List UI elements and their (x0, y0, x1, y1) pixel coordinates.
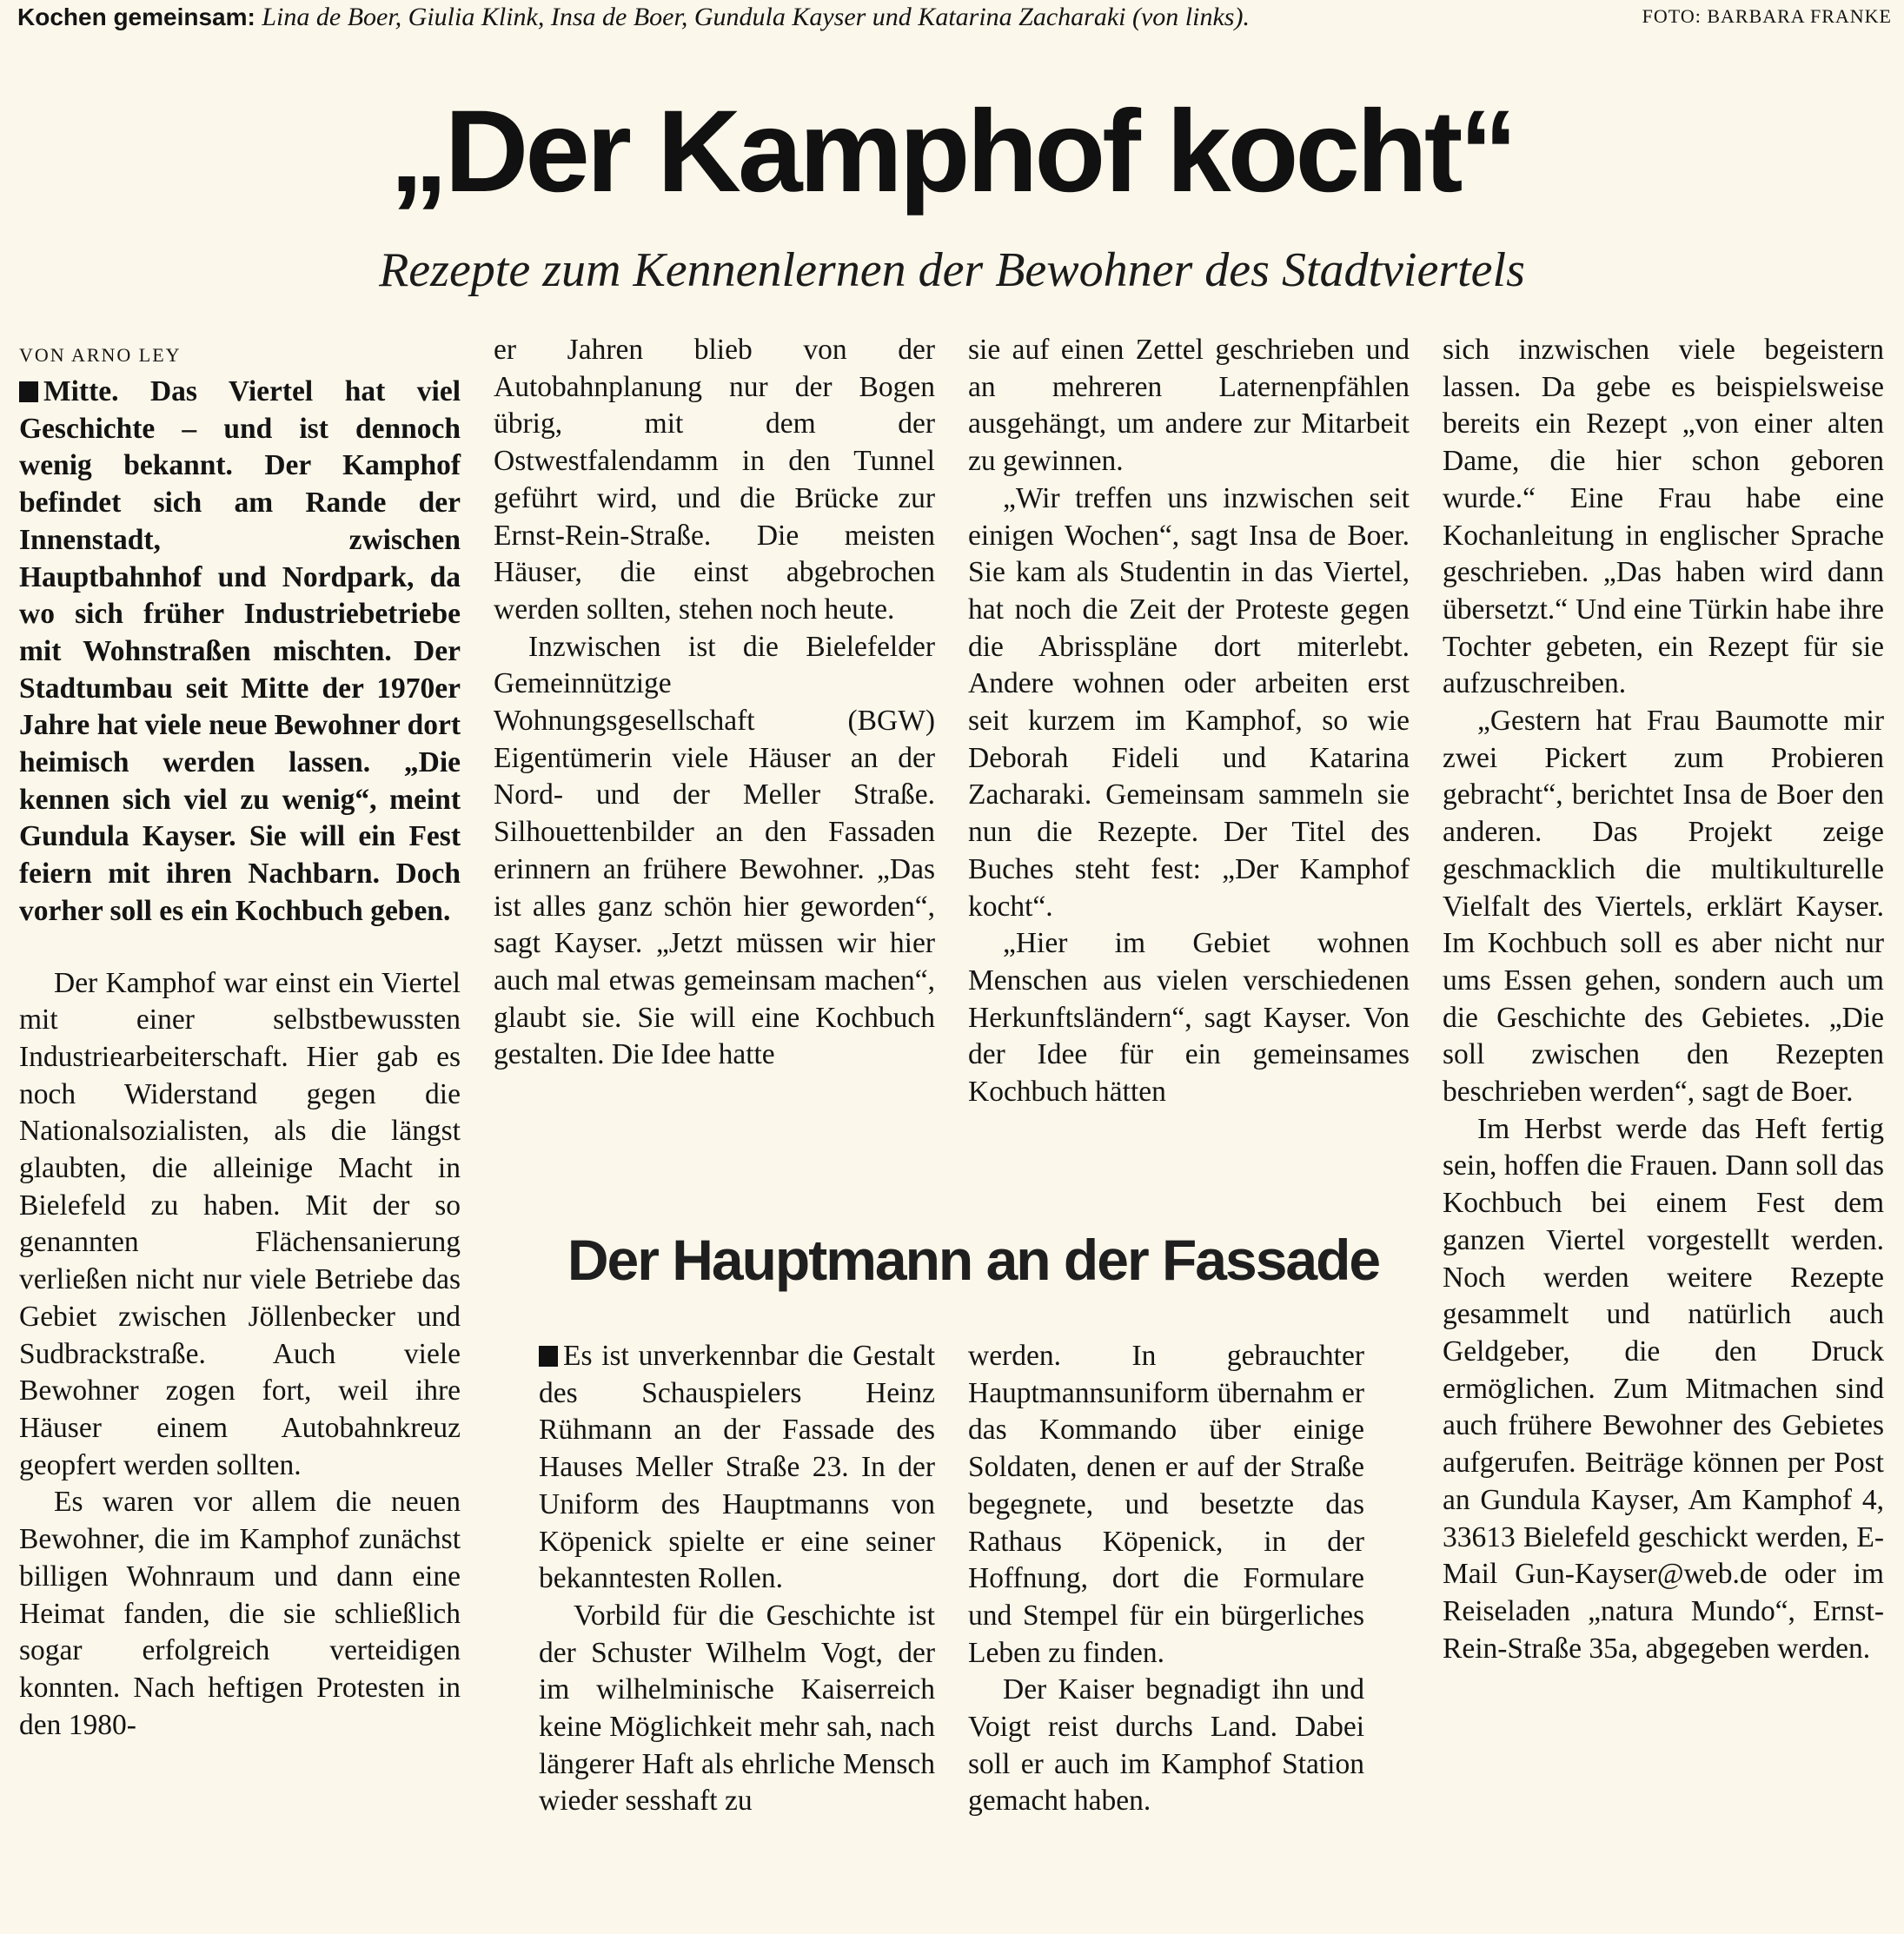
article-paragraph: Der Kamphof war einst ein Viertel mit einer selbstbewussten Industriearbeiterschaft. Hier gab es noch Widerstand gegen die Nationalsozialisten, als die längst glaubten, die alleinige Macht in Bielefeld zu haben. Mit der so genannten Flächensanierung verließen nicht nur viele Betriebe das Gebiet zwischen Jöllenbecker und Sudbrackstraße. Auch viele Bewohner zogen fort, weil ihre Häuser einem Autobahnkreuz geopfert werden sollten. (19, 966, 461, 1481)
sidebar-paragraph: Der Kaiser begnadigt ihn und Voigt reist durchs Land. Dabei soll er auch im Kamphof Station gemacht haben. (968, 1673, 1364, 1818)
article-paragraph: sie auf einen Zettel geschrieben und an mehreren Laternenpfählen ausgehängt, um andere zur Mitarbeit zu gewinnen. (968, 334, 1410, 478)
column-2 (494, 332, 935, 1074)
column-3 (968, 332, 1410, 1111)
article-paragraph: „Gestern hat Frau Baumotte mir zwei Pickert zum Probieren gebracht“, berichtet Insa de Boer den anderen. Das Projekt zeige geschmacklich die multikulturelle Vielfalt des Viertels, erklärt Kayser. Im Kochbuch soll es aber nicht nur ums Essen gehen, sondern auch um die Geschichte des Gebietes. „Die soll zwischen den Rezepten beschrieben werden“, sagt de Boer. (1443, 705, 1884, 1109)
article-paragraph: Im Herbst werde das Heft fertig sein, hoffen die Frauen. Dann soll das Kochbuch bei einem Fest dem ganzen Viertel vorgestellt werden. Noch werden weitere Rezepte gesammelt und natürlich auch Geldgeber, die den Druck ermöglichen. Zum Mitmachen sind auch frühere Bewohner des Gebietes aufgerufen. Beiträge können per Post an Gundula Kayser, Am Kamphof 4, 33613 Bielefeld geschickt werden, E-Mail Gun-Kayser@web.de oder im Reiseladen „natura Mundo“, Ernst-Rein-Straße 35a, abgegeben werden. (1443, 1112, 1884, 1665)
caption-label: Kochen gemeinsam: (17, 3, 255, 30)
square-bullet-icon (539, 1346, 558, 1367)
subheadline: Rezepte zum Kennenlernen der Bewohner des Stadtviertels (379, 243, 1525, 297)
sidebar-paragraph: Vorbild für die Geschichte ist der Schuster Wilhelm Vogt, der im wilhelminische Kaiserreich keine Möglichkeit mehr sah, nach längerer Haft als ehrliche Mensch wieder sesshaft zu (539, 1599, 935, 1818)
article-paragraph: „Wir treffen uns inzwischen seit einigen Wochen“, sagt Insa de Boer. Sie kam als Studentin in das Viertel, hat noch die Zeit der Proteste gegen die Abrisspläne dort miterlebt. Andere wohnen oder arbeiten erst seit kurzem im Kamphof, so wie Deborah Fideli und Katarina Zacharaki. Gemeinsam sammeln sie nun die Rezepte. Der Titel des Buches steht fest: „Der Kamphof kocht“. (968, 481, 1410, 923)
sidebar-column-b (968, 1338, 1364, 1820)
column-1 (19, 337, 461, 1744)
sidebar-paragraph (539, 1338, 935, 1598)
byline: VON ARNO LEY (19, 344, 182, 366)
photo-caption (17, 0, 1886, 35)
article-paragraph: „Hier im Gebiet wohnen Menschen aus vielen verschiedenen Herkunftsländern“, sagt Kayser. Von der Idee für ein gemeinsames Kochbuch hätten (968, 927, 1410, 1109)
article-paragraph: er Jahren blieb von der Autobahnplanung nur der Bogen übrig, mit dem der Ostwestfalendamm in den Tunnel geführt wird, und die Brücke zur Ernst-Rein-Straße. Die meisten Häuser, die einst abgebrochen werden sollten, stehen noch heute. (494, 334, 935, 626)
sidebar-column-a (539, 1338, 935, 1820)
article-paragraph: sich inzwischen viele begeistern lassen. Da gebe es beispielsweise bereits ein Rezept „von einer alten Dame, die hier schon geboren wurde.“ Eine Frau habe eine Kochanleitung in englischer Sprache geschrieben. „Das haben wird dann übersetzt.“ Und eine Türkin habe ihre Tochter gebeten, ein Rezept für sie aufzuschreiben. (1443, 334, 1884, 700)
square-bullet-icon (19, 381, 38, 402)
lead-paragraph (19, 374, 461, 931)
article-paragraph: Inzwischen ist die Bielefelder Gemeinnützige Wohnungsgesellschaft (BGW) Eigentümerin viele Häuser an der Nord- und der Meller Straße. Silhouettenbilder an den Fassaden erinnern an frühere Bewohner. „Das ist alles ganz schön hier geworden“, sagt Kayser. „Jetzt müssen wir hier auch mal etwas gemeinsam machen“, glaubt sie. Sie will eine Kochbuch gestalten. Die Idee hatte (494, 630, 935, 1071)
sidebar-title: Der Hauptmann an der Fassade (567, 1228, 1380, 1292)
article-paragraph: Es waren vor allem die neuen Bewohner, die im Kamphof zunächst billigen Wohnraum und dann eine Heimat fanden, die sie schließlich sogar erfolgreich verteidigen konnten. Nach heftigen Protesten in den 1980- (19, 1486, 461, 1741)
photo-credit: FOTO: BARBARA FRANKE (1642, 5, 1892, 27)
lead-text: Mitte. Das Viertel hat viel Geschichte – und ist dennoch wenig bekannt. Der Kamphof befindet sich am Rande der Innenstadt, zwischen Hauptbahnhof und Nordpark, da wo sich früher Industriebetriebe mit Wohnstraßen mischten. Der Stadtumbau seit Mitte der 1970er Jahre hat viele neue Bewohner dort heimisch werden lassen. „Die kennen sich viel zu wenig“, meint Gundula Kayser. Sie will ein Fest feiern mit ihren Nachbarn. Doch vorher soll es ein Kochbuch geben. (19, 375, 461, 927)
caption-text: Lina de Boer, Giulia Klink, Insa de Boer, Gundula Kayser und Katarina Zacharaki (von links). (255, 3, 1250, 31)
column-4 (1443, 332, 1884, 1667)
headline: „Der Kamphof kocht“ (389, 87, 1515, 216)
spacer (19, 931, 461, 965)
sidebar-paragraph: werden. In gebrauchter Hauptmannsuniform übernahm er das Kommando über einige Soldaten, denen er auf der Straße begegnete, und besetzte das Rathaus Köpenick, in der Hoffnung, dort die Formulare und Stempel für ein bürgerliches Leben zu finden. (968, 1340, 1364, 1669)
sidebar-text: Es ist unverkennbar die Gestalt des Schauspielers Heinz Rühmann an der Fassade des Hauses Meller Straße 23. In der Uniform des Hauptmanns von Köpenick spielte er eine seiner bekanntesten Rollen. (539, 1340, 935, 1595)
